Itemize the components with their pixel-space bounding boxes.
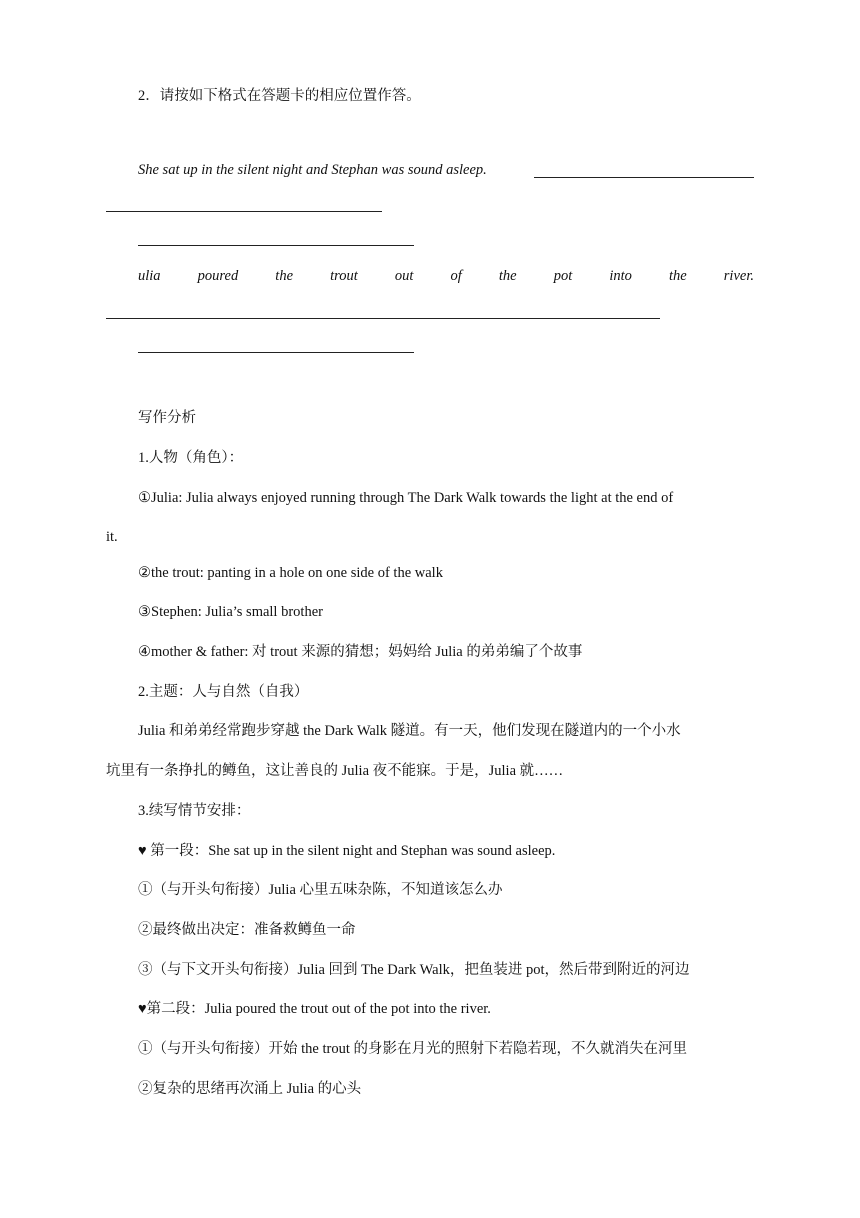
theme-heading: 2.主题：人与自然（自我） (138, 684, 309, 700)
answer-line (106, 318, 660, 319)
paragraph1-point-3: ③（与下文开头句衔接）Julia 回到 The Dark Walk，把鱼装进 pot，然后带到附近的河边 (138, 962, 690, 978)
character-julia: ①Julia: Julia always enjoyed running through The Dark Walk towards the light at the end of (138, 490, 674, 506)
characters-heading: 1.人物（角色）： (138, 450, 244, 466)
character-julia-cont: it. (106, 529, 118, 545)
plot-heading: 3.续写情节安排： (138, 803, 251, 819)
paragraph2-heading: ♥第二段：Julia poured the trout out of the pot into the river. (138, 1001, 491, 1017)
theme-text-2: 坑里有一条挣扎的鳟鱼，这让善良的 Julia 夜不能寐。于是，Julia 就…… (106, 763, 564, 779)
instruction: 2．请按如下格式在答题卡的相应位置作答。 (138, 88, 421, 104)
paragraph1-point-2: ②最终做出决定：准备救鳟鱼一命 (138, 922, 356, 938)
paragraph1-heading: ♥ 第一段：She sat up in the silent night and Stephan was sound asleep. (138, 843, 556, 859)
character-trout: ②the trout: panting in a hole on one side of the walk (138, 565, 443, 581)
answer-line (138, 352, 414, 353)
theme-text-1: Julia 和弟弟经常跑步穿越 the Dark Walk 隧道。有一天，他们发现在隧道内的一个小水 (138, 723, 681, 739)
prompt-sentence-2: ulia poured the trout out of the pot into the river. (138, 268, 754, 284)
paragraph2-point-2: ②复杂的思绪再次涌上 Julia 的心头 (138, 1081, 362, 1097)
answer-line (534, 177, 754, 178)
paragraph1-point-1: ①（与开头句衔接）Julia 心里五味杂陈，不知道该怎么办 (138, 882, 503, 898)
analysis-heading: 写作分析 (138, 410, 196, 426)
character-parents: ④mother & father: 对 trout 来源的猜想；妈妈给 Julia 的弟弟编了个故事 (138, 644, 583, 660)
character-stephen: ③Stephen: Julia’s small brother (138, 604, 323, 620)
answer-line (106, 211, 382, 212)
paragraph2-point-1: ①（与开头句衔接）开始 the trout 的身影在月光的照射下若隐若现，不久就消失在河里 (138, 1041, 687, 1057)
prompt-sentence-1: She sat up in the silent night and Stephan was sound asleep. (138, 162, 487, 178)
answer-line (138, 245, 414, 246)
